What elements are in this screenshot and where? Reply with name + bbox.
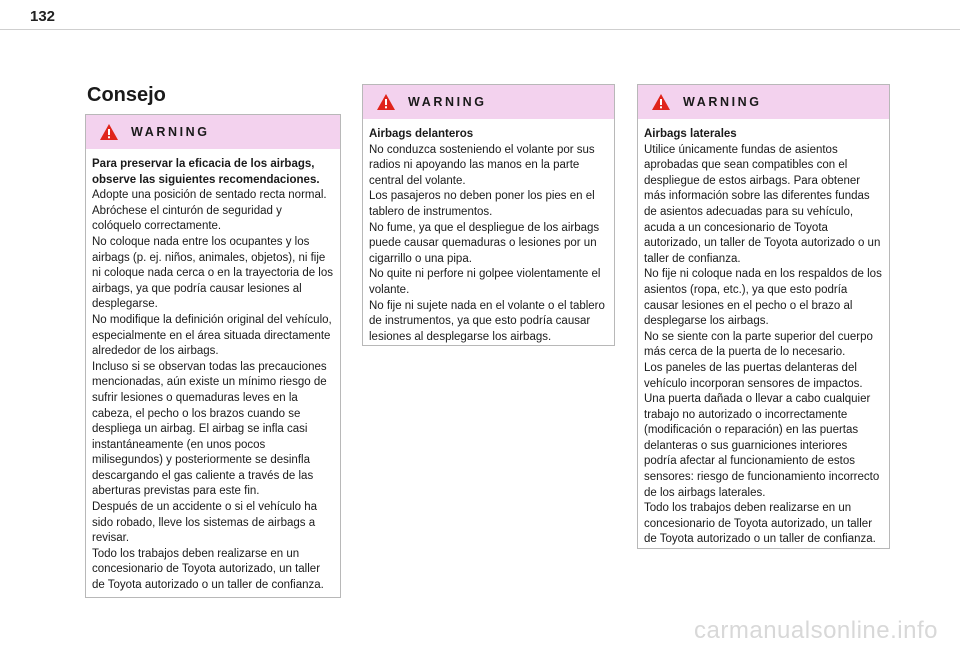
warning-label: WARNING <box>131 125 210 139</box>
warning-header <box>363 85 614 119</box>
warning-label: WARNING <box>408 95 487 109</box>
warning-lead-text: Para preservar la eficacia de los airbags, observe las siguientes recomendaciones. <box>92 158 320 186</box>
warning-triangle-icon <box>99 123 119 141</box>
warning-paragraph: No fume, ya que el despliegue de los airbags puede causar quemaduras o lesiones por un cigarrillo o una pipa. <box>369 221 600 265</box>
warning-lead-text: Airbags delanteros <box>369 128 474 140</box>
warning-box-side-airbags <box>637 84 890 549</box>
warning-header <box>638 85 889 119</box>
warning-paragraph: Todo los trabajos deben realizarse en un concesionario de Toyota autorizado, un taller de Toyota autorizado o un taller de confianza. <box>92 547 324 592</box>
warning-paragraph: Adopte una posición de sentado recta normal. <box>92 189 327 202</box>
section-title: Consejo <box>87 84 166 106</box>
warning-label: WARNING <box>683 95 762 109</box>
warning-paragraph: Todo los trabajos deben realizarse en un concesionario de Toyota autorizado, un taller de Toyota autorizado o un taller de confianza. <box>644 502 876 546</box>
warning-triangle-icon <box>651 93 671 111</box>
watermark: carmanualsonline.info <box>694 617 938 644</box>
warning-body <box>363 119 614 351</box>
warning-paragraph: No modifique la definición original del vehículo, especialmente en el área situada directamente alrededor de los airbags. <box>92 313 332 358</box>
header-divider <box>0 29 960 30</box>
warning-paragraph: Después de un accidente o si el vehículo ha sido robado, lleve los sistemas de airbags a revisar. <box>92 501 318 545</box>
warning-body <box>86 149 340 600</box>
warning-paragraph: Los paneles de las puertas delanteras del vehículo incorporan sensores de impactos. Una puerta dañada o llevar a cabo cualquier trabajo no autorizado o incorrectamente (modificación o reparación) en las puertas delanteras o sus guarniciones interiores podría afectar al funcionamiento de estos sensores: riesgo de funcionamiento incorrecto de los airbags laterales. <box>644 361 880 499</box>
warning-triangle-icon <box>376 93 396 111</box>
warning-lead-text: Airbags laterales <box>644 128 737 140</box>
warning-paragraph: Utilice únicamente fundas de asientos aprobadas que sean compatibles con el despliegue de estos airbags. Para obtener más información sobre las diferentes fundas de asientos adecuadas para su vehículo, acuda a un concesionario de Toyota autorizado, un taller de Toyota autorizado o un taller de confianza. <box>644 143 881 265</box>
warning-paragraph: No conduzca sosteniendo el volante por sus radios ni apoyando las manos en la parte central del volante. <box>369 143 595 187</box>
warning-body <box>638 119 889 554</box>
warning-box-front-airbags <box>362 84 615 346</box>
warning-paragraph: No fije ni sujete nada en el volante o el tablero de instrumentos, ya que esto podría causar lesiones al desplegarse los airbags. <box>369 299 605 343</box>
warning-paragraph: No coloque nada entre los ocupantes y los airbags (p. ej. niños, animales, objetos), ni fije ni coloque nada cerca o en la trayectoria de los airbags, ya que podría causar lesiones al desplegarse. <box>92 235 334 311</box>
warning-box-general <box>85 114 341 598</box>
warning-paragraph: Los pasajeros no deben poner los pies en el tablero de instrumentos. <box>369 190 595 218</box>
warning-header <box>86 115 340 149</box>
warning-paragraph: Abróchese el cinturón de seguridad y colóquelo correctamente. <box>92 204 282 233</box>
warning-paragraph: Incluso si se observan todas las precauciones mencionadas, aún existe un mínimo riesgo de sufrir lesiones o quemaduras leves en la cabeza, el pecho o los brazos cuando se despliega un airbag. El airbag se infla casi instantáneamente (en unos pocos milisegundos) y posteriormente se desinfla descargando el gas caliente a través de las aberturas previstas para este fin. <box>92 360 327 498</box>
warning-paragraph: No se siente con la parte superior del cuerpo más cerca de la puerta de lo necesario. <box>644 330 873 359</box>
page-number: 132 <box>30 8 56 25</box>
warning-paragraph: No fije ni coloque nada en los respaldos de los asientos (ropa, etc.), ya que esto podría causar lesiones en el pecho o el brazo al desplegarse los airbags. <box>644 268 882 328</box>
warning-paragraph: No quite ni perfore ni golpee violentamente el volante. <box>369 268 601 296</box>
